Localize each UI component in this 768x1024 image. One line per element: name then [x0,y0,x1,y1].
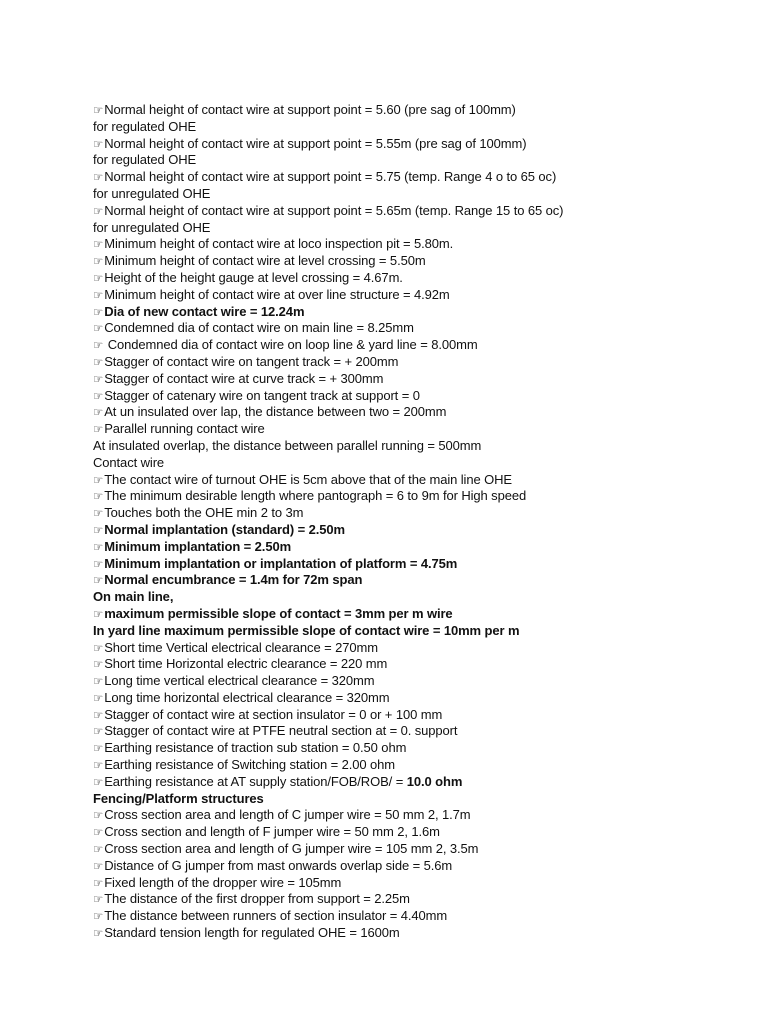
pointing-hand-icon: ☞ [93,304,104,319]
line-text: Normal height of contact wire at support point = 5.60 (pre sag of 100mm) [104,102,516,117]
pointing-hand-icon: ☞ [93,724,104,739]
line-text: Contact wire [93,454,165,470]
text-line [93,371,753,388]
text-line [93,824,753,841]
line-text: Minimum height of contact wire at loco inspection pit = 5.80m. [104,236,454,252]
line-text: At un insulated over lap, the distance between two = 200mm [104,404,447,420]
line-text: Cross section area and length of G jumper wire = 105 mm 2, 3.5m [104,841,479,857]
line-text: Condemned dia of contact wire on loop line & yard line = 8.00mm [104,337,478,353]
pointing-hand-icon: ☞ [93,237,104,252]
line-text: Cross section and length of F jumper wire = 50 mm 2, 1.6m [104,824,440,840]
text-line [93,438,753,455]
text-line [93,858,753,875]
text-line [93,791,753,808]
line-text: Touches both the OHE min 2 to 3m [104,505,304,521]
text-line [93,774,753,791]
text-line [93,556,753,573]
line-text: At insulated overlap, the distance between parallel running = 500mm [93,437,482,453]
bold-text: In yard line maximum permissible slope of contact wire = 10mm per m [93,622,520,638]
pointing-hand-icon: ☞ [93,808,104,823]
text-line [93,337,753,354]
pointing-hand-icon: ☞ [93,606,104,621]
line-text: The distance between runners of section insulator = 4.40mm [104,908,448,924]
bold-text: Fencing/Platform structures [93,790,264,806]
line-text: Stagger of catenary wire on tangent track at support = 0 [104,387,420,403]
text-line [93,203,753,220]
line-text: Minimum height of contact wire at level crossing = 5.50m [104,253,426,269]
bold-text: 10.0 ohm [406,773,463,789]
line-text: Stagger of contact wire on tangent track = + 200mm [104,353,399,369]
pointing-hand-icon: ☞ [93,287,104,302]
text-line [93,304,753,321]
line-text: Short time Vertical electrical clearance = 270mm [104,639,378,655]
pointing-hand-icon: ☞ [93,321,104,336]
bold-text: Normal implantation (standard) = 2.50m [104,521,345,537]
line-text: Long time vertical electrical clearance = 320mm [104,673,375,689]
line-text: Minimum height of contact wire at over line structure = 4.92m [104,286,450,302]
pointing-hand-icon: ☞ [93,741,104,756]
line-text: Stagger of contact wire at curve track = + 300mm [104,370,384,386]
text-line [93,169,753,186]
text-line [93,875,753,892]
text-line [93,220,753,237]
line-text: for unregulated OHE [93,185,211,201]
text-line [93,236,753,253]
pointing-hand-icon: ☞ [93,858,104,873]
text-line [93,505,753,522]
pointing-hand-icon: ☞ [93,388,104,403]
pointing-hand-icon: ☞ [93,640,104,655]
pointing-hand-icon: ☞ [93,556,104,571]
line-text: Normal height of contact wire at support point = 5.55m (pre sag of 100mm) [104,135,527,151]
line-text: Height of the height gauge at level crossing = 4.67m. [104,269,403,285]
text-line [93,841,753,858]
pointing-hand-icon: ☞ [93,690,104,705]
text-line [93,690,753,707]
pointing-hand-icon: ☞ [93,270,104,285]
text-line [93,186,753,203]
text-line [93,136,753,153]
text-line [93,354,753,371]
pointing-hand-icon: ☞ [93,909,104,924]
text-line [93,421,753,438]
text-line [93,572,753,589]
line-text: Standard tension length for regulated OHE = 1600m [104,925,400,941]
line-text: The minimum desirable length where pantograph = 6 to 9m for High speed [104,488,527,504]
text-line [93,539,753,556]
line-text: The contact wire of turnout OHE is 5cm above that of the main line OHE [104,471,512,487]
text-line [93,606,753,623]
text-line [93,119,753,136]
text-line [93,388,753,405]
pointing-hand-icon: ☞ [93,371,104,386]
text-line [93,623,753,640]
pointing-hand-icon: ☞ [93,522,104,537]
text-line [93,908,753,925]
line-text: for regulated OHE [93,118,197,134]
bold-text: Minimum implantation or implantation of platform = 4.75m [104,555,458,571]
pointing-hand-icon: ☞ [93,422,104,437]
pointing-hand-icon: ☞ [93,354,104,369]
text-line [93,707,753,724]
text-line [93,925,753,942]
bold-text: On main line, [93,589,174,605]
line-text: Normal height of contact wire at support point = 5.65m (temp. Range 15 to 65 oc) [104,202,564,218]
text-line [93,488,753,505]
line-text: Stagger of contact wire at section insulator = 0 or + 100 mm [104,706,443,722]
text-line [93,656,753,673]
pointing-hand-icon: ☞ [93,472,104,487]
bold-text: Dia of new contact wire = 12.24m [104,303,305,319]
text-line [93,740,753,757]
text-line [93,673,753,690]
pointing-hand-icon: ☞ [93,254,104,269]
text-line [93,102,753,119]
text-line [93,287,753,304]
line-text: Earthing resistance of traction sub station = 0.50 ohm [104,740,407,756]
text-line [93,640,753,657]
line-text: Cross section area and length of C jumper wire = 50 mm 2, 1.7m [104,807,471,823]
pointing-hand-icon: ☞ [93,842,104,857]
pointing-hand-icon: ☞ [93,707,104,722]
pointing-hand-icon: ☞ [93,892,104,907]
line-text: Earthing resistance of Switching station = 2.00 ohm [104,757,396,773]
bold-text: maximum permissible slope of contact = 3mm per m wire [104,605,453,621]
line-text: Stagger of contact wire at PTFE neutral section at = 0. support [104,723,458,739]
line-text: for unregulated OHE [93,219,211,235]
text-line [93,757,753,774]
pointing-hand-icon: ☞ [93,573,104,588]
line-text: Long time horizontal electrical clearance = 320mm [104,689,390,705]
text-line [93,522,753,539]
line-text: The distance of the first dropper from support = 2.25m [104,891,410,907]
pointing-hand-icon: ☞ [93,103,104,117]
bold-text: Minimum implantation = 2.50m [104,538,292,554]
pointing-hand-icon: ☞ [93,825,104,840]
line-text: Distance of G jumper from mast onwards overlap side = 5.6m [104,857,453,873]
line-text: Normal height of contact wire at support point = 5.75 (temp. Range 4 o to 65 oc) [104,169,557,185]
document-page [93,102,753,942]
pointing-hand-icon: ☞ [93,774,104,789]
text-line [93,152,753,169]
pointing-hand-icon: ☞ [93,405,104,420]
text-line [93,270,753,287]
text-line [93,472,753,489]
text-line [93,589,753,606]
text-line [93,253,753,270]
pointing-hand-icon: ☞ [93,489,104,504]
pointing-hand-icon: ☞ [93,338,104,353]
line-text: Fixed length of the dropper wire = 105mm [104,874,342,890]
pointing-hand-icon: ☞ [93,758,104,773]
pointing-hand-icon: ☞ [93,657,104,672]
pointing-hand-icon: ☞ [93,136,104,151]
pointing-hand-icon: ☞ [93,926,104,941]
pointing-hand-icon: ☞ [93,539,104,554]
text-line [93,891,753,908]
text-line [93,723,753,740]
text-line [93,807,753,824]
pointing-hand-icon: ☞ [93,875,104,890]
pointing-hand-icon: ☞ [93,506,104,521]
line-text: for regulated OHE [93,152,197,168]
pointing-hand-icon: ☞ [93,170,104,185]
text-line [93,455,753,472]
pointing-hand-icon: ☞ [93,203,104,218]
text-line [93,404,753,421]
bold-text: Normal encumbrance = 1.4m for 72m span [104,572,363,588]
line-text: Parallel running contact wire [104,421,265,437]
pointing-hand-icon: ☞ [93,674,104,689]
text-line [93,320,753,337]
line-text: Condemned dia of contact wire on main line = 8.25mm [104,320,414,336]
line-text: Short time Horizontal electric clearance = 220 mm [104,656,388,672]
line-text: Earthing resistance at AT supply station/FOB/ROB/ = [104,773,407,789]
